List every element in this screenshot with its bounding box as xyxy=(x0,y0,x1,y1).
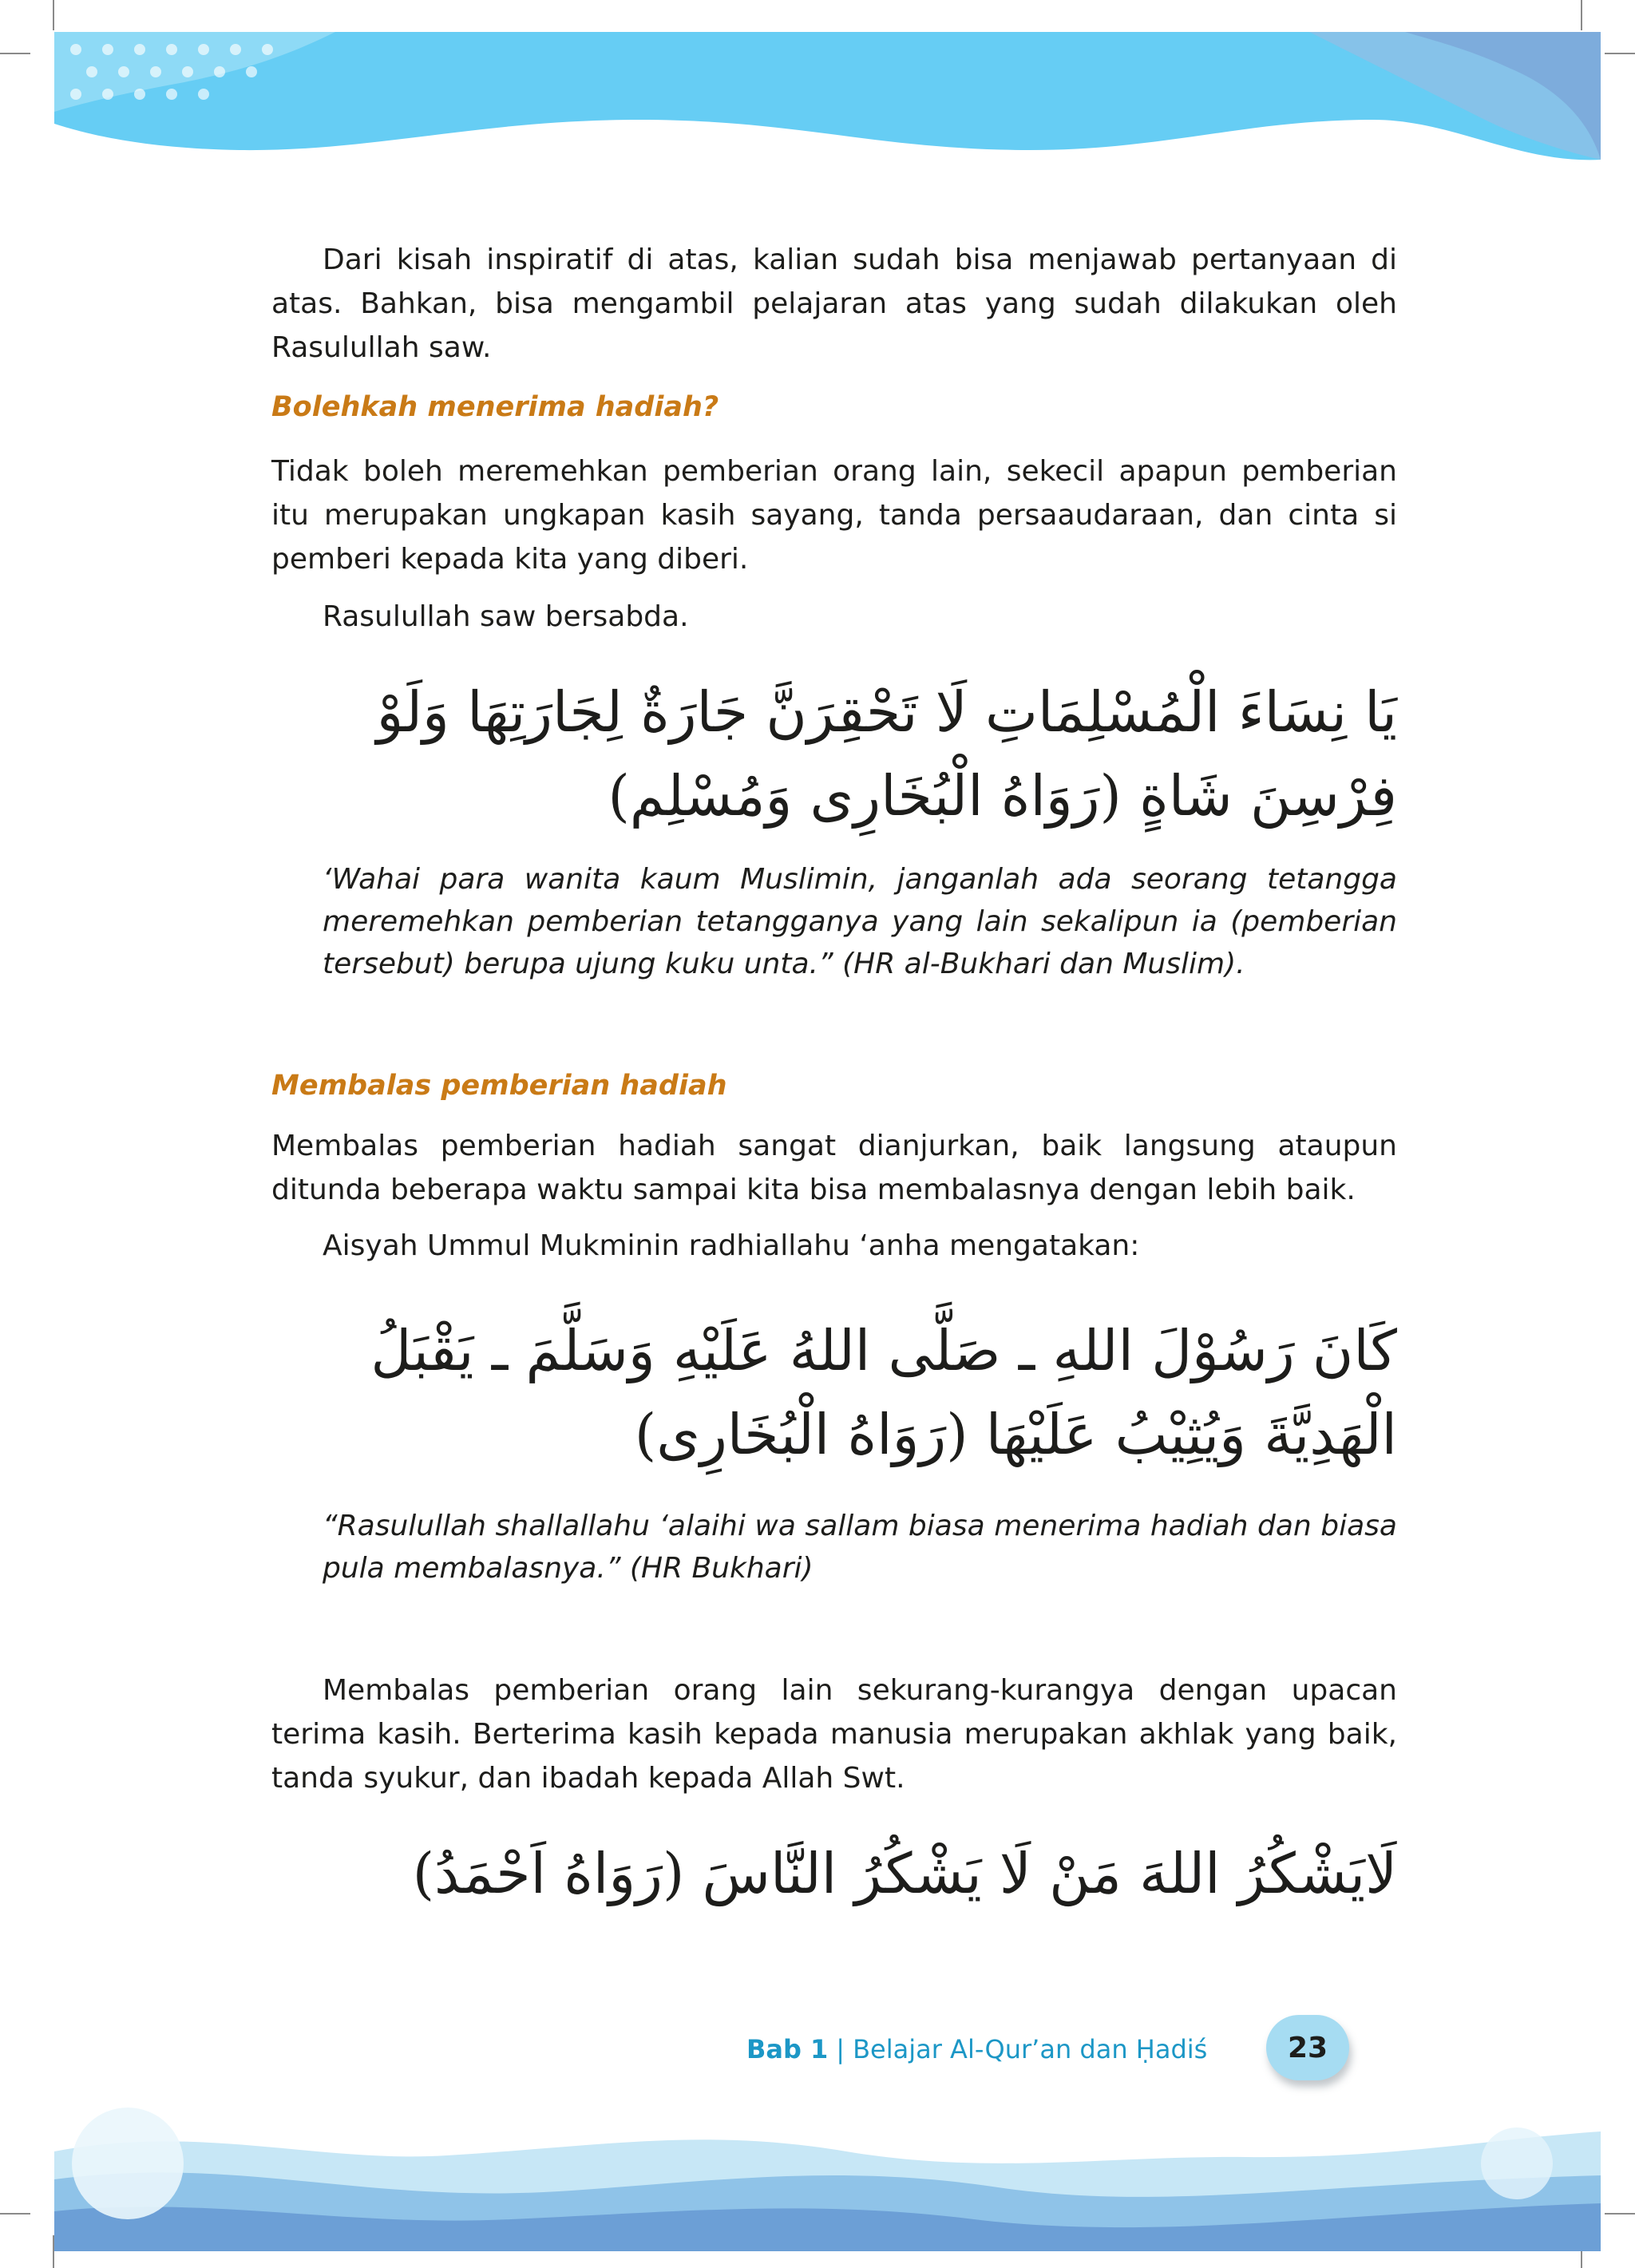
footer-separator: | xyxy=(836,2034,845,2064)
intro-paragraph: Dari kisah inspiratif di atas, kalian sudah bisa menjawab pertanyaan di atas. Bahkan, bisa mengambil pelajaran atas yang sudah dilakukan oleh Rasulullah saw. xyxy=(271,243,1397,364)
running-footer xyxy=(746,2034,1207,2064)
page-number: 23 xyxy=(1287,2031,1328,2064)
section-heading-receiving-gifts: Bolehkah menerima hadiah? xyxy=(271,391,719,423)
header-wave-decoration xyxy=(0,0,1635,176)
chapter-title: Belajar Al-Qur’an dan Ḥadiś xyxy=(853,2034,1208,2064)
chapter-label: Bab 1 xyxy=(746,2034,829,2064)
section-heading-returning-gifts: Membalas pemberian hadiah xyxy=(271,1070,727,1102)
closing-paragraph: Membalas pemberian orang lain sekurang-kurangya dengan upacan terima kasih. Berterima kasih kepada manusia merupakan akhlak yang baik, tanda syukur, dan ibadah kepada Allah Swt. xyxy=(271,1674,1397,1795)
section1-paragraph: Tidak boleh meremehkan pemberian orang lain, sekecil apapun pemberian itu merupakan ungkapan kasih sayang, tanda persaaudaraan, dan cinta si pemberi kepada kita yang diberi. xyxy=(271,455,1397,576)
section2-paragraph: Membalas pemberian hadiah sangat dianjurkan, baik langsung ataupun ditunda beberapa waktu sampai kita bisa membalasnya dengan lebih baik. xyxy=(271,1130,1397,1206)
hadith-arabic-text: لَايَشْكُرُ اللهَ مَنْ لَا يَشْكُرُ النَّاسَ (رَوَاهُ اَحْمَدُ) xyxy=(412,1841,1397,1906)
section1-lead-in: Rasulullah saw bersabda. xyxy=(323,600,689,633)
page-number-badge xyxy=(1266,2015,1349,2080)
hadith-translation: ‘Wahai para wanita kaum Muslimin, janganlah ada seorang tetangga meremehkan pemberian tetangganya yang lain sekalipun ia (pemberian tersebut) berupa ujung kuku unta.” (HR al-Bukhari dan Muslim). xyxy=(323,863,1397,980)
hadith-translation: “Rasulullah shallallahu ‘alaihi wa sallam biasa menerima hadiah dan biasa pula membalasnya.” (HR Bukhari) xyxy=(323,1510,1397,1585)
hadith-arabic-text: كَانَ رَسُوْلَ اللهِ ـ صَلَّى اللهُ عَلَيْهِ وَسَلَّمَ ـ يَقْبَلُ الْهَدِيَّةَ وَيُثِيْبُ عَلَيْهَا (رَوَاهُ الْبُخَارِى) xyxy=(370,1318,1397,1467)
hadith-arabic-text: يَا نِسَاءَ الْمُسْلِمَاتِ لَا تَحْقِرَنَّ جَارَةٌ لِجَارَتِهَا وَلَوْ فِرْسِنَ شَاةٍ (رَوَاهُ الْبُخَارِى وَمُسْلِم) xyxy=(376,679,1397,829)
footer-wave-decoration xyxy=(0,2108,1635,2268)
section2-lead-in: Aisyah Ummul Mukminin radhiallahu ‘anha mengatakan: xyxy=(323,1229,1140,1262)
